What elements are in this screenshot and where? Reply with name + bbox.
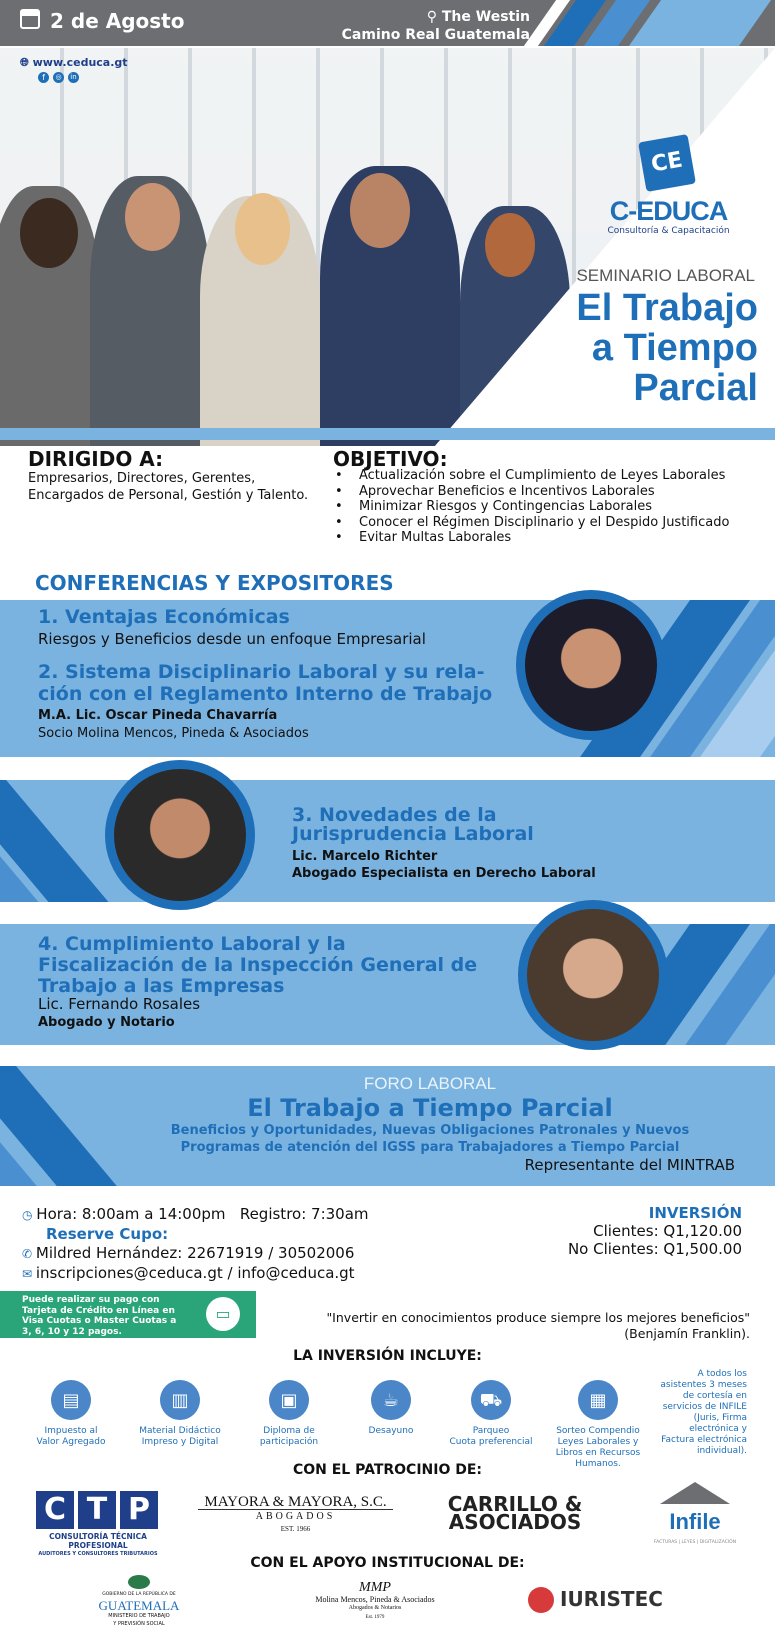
- ctp-letter-t: T: [78, 1491, 116, 1529]
- facebook-icon[interactable]: f: [38, 72, 49, 83]
- conferencias-heading: CONFERENCIAS Y EXPOSITORES: [35, 571, 394, 595]
- reserve-label: Reserve Cupo:: [46, 1225, 169, 1243]
- coffee-icon: ☕︎: [371, 1380, 411, 1420]
- mintrab-line3: MINISTERIO DE TRABAJO: [108, 1613, 170, 1619]
- book-stack-icon: ▦: [578, 1380, 618, 1420]
- incluye-diploma-line1: Diploma de: [263, 1426, 315, 1436]
- speaker-2-role: Abogado Especialista en Derecho Laboral: [292, 866, 596, 881]
- infile-note: [655, 1369, 747, 1457]
- speaker-3-role: Abogado y Notario: [38, 1015, 175, 1030]
- mmp-logo: [310, 1580, 440, 1622]
- incluye-material: [125, 1380, 235, 1448]
- book-icon: ▥: [160, 1380, 200, 1420]
- hero-title-line3: Parcial: [633, 367, 758, 409]
- price-no-clientes: No Clientes: Q1,500.00: [567, 1240, 742, 1258]
- apoyo-heading: CON EL APOYO INSTITUCIONAL DE:: [250, 1555, 525, 1571]
- incluye-sorteo-line3: Libros en Recursos: [555, 1448, 641, 1458]
- price-clientes: Clientes: Q1,120.00: [593, 1222, 742, 1240]
- infile-sub: FACTURAS | LEYES | DIGITALIZACIÓN: [653, 1540, 737, 1545]
- list-item: • Minimizar Riesgos y Contingencias Laborales: [333, 499, 773, 515]
- hero-title: [440, 288, 758, 408]
- brand-tagline: Consultoría & Capacitación: [607, 226, 730, 236]
- quote-text: "Invertir en conocimientos produce siempre los mejores beneficios": [326, 1310, 750, 1325]
- conference-1-sub: Riesgos y Beneficios desde un enfoque Empresarial: [38, 630, 426, 648]
- conference-4-title-line2: Fiscalización de la Inspección General de: [38, 954, 478, 976]
- infile-note-line3: de cortesía en: [682, 1391, 747, 1401]
- incluye-diploma: [234, 1380, 344, 1448]
- website-link[interactable]: 🌐︎ www.ceduca.gt: [20, 56, 128, 69]
- car-icon: ⛟: [471, 1380, 511, 1420]
- dirigido-line2: Encargados de Personal, Gestión y Talento.: [28, 488, 309, 503]
- speaker-1-photo: [516, 590, 666, 740]
- mmp-line2: Abogados & Notarios: [348, 1605, 402, 1611]
- globe-icon: 🌐︎: [20, 56, 33, 69]
- location-pin-icon: ⚲: [426, 9, 442, 25]
- infile-note-line1: A todos los: [697, 1369, 747, 1379]
- conference-3-title-line1: 3. Novedades de la: [292, 804, 497, 826]
- foro-sub: [130, 1122, 730, 1156]
- speaker-2-name: Lic. Marcelo Richter: [292, 849, 438, 864]
- quote-author: (Benjamín Franklin).: [624, 1326, 750, 1341]
- speaker-1-role: Socio Molina Mencos, Pineda & Asociados: [38, 726, 309, 741]
- clock-icon: ◷: [22, 1208, 37, 1222]
- infile-logo-icon: [660, 1482, 730, 1512]
- foro-title: El Trabajo a Tiempo Parcial: [247, 1094, 613, 1122]
- ctp-line2: AUDITORES Y CONSULTORES TRIBUTARIOS: [38, 1551, 158, 1557]
- inversion-heading: INVERSIÓN: [648, 1204, 742, 1222]
- objetivo-list: [333, 468, 773, 546]
- incluye-material-line1: Material Didáctico: [139, 1426, 221, 1436]
- conference-3-title-line2: Jurisprudencia Laboral: [292, 823, 534, 845]
- incluye-diploma-line2: participación: [259, 1437, 319, 1447]
- foro-sub-line2: Programas de atención del IGSS para Trabajadores a Tiempo Parcial: [180, 1140, 680, 1155]
- conference-2-title-line2: ción con el Reglamento Interno de Trabajo: [38, 683, 493, 705]
- carrillo-logo: [435, 1492, 595, 1534]
- iuristec-logo: IURISTEC: [560, 1587, 663, 1611]
- incluye-sorteo-line2: Leyes Laborales y: [557, 1437, 639, 1447]
- ctp-letter-c: C: [36, 1491, 74, 1529]
- mayora-line1: MAYORA & MAYORA, S.C.: [198, 1496, 393, 1510]
- incluye-iva-line2: Valor Agregado: [36, 1437, 106, 1447]
- conference-4-title-line1: 4. Cumplimiento Laboral y la: [38, 933, 346, 955]
- speaker-1-name: M.A. Lic. Oscar Pineda Chavarría: [38, 708, 278, 723]
- payment-line2: Tarjeta de Crédito en Línea en: [22, 1305, 175, 1316]
- hero-title-line1: El Trabajo: [576, 287, 758, 329]
- calendar-icon: [20, 9, 40, 29]
- list-item: • Aprovechar Beneficios e Incentivos Laborales: [333, 484, 773, 500]
- infile-note-line5: (Juris, Firma: [693, 1413, 747, 1423]
- diploma-icon: ▣: [269, 1380, 309, 1420]
- infile-note-line6: electrónica y: [689, 1424, 747, 1434]
- list-item: • Conocer el Régimen Disciplinario y el Despido Justificado: [333, 515, 773, 531]
- hora: Hora: 8:00am a 14:00pm: [36, 1205, 226, 1223]
- incluye-sorteo-line1: Sorteo Compendio: [556, 1426, 640, 1436]
- payment-line3: Visa Cuotas o Master Cuotas a: [22, 1316, 177, 1326]
- payment-line4: 3, 6, 10 y 12 pagos.: [22, 1326, 122, 1337]
- coat-of-arms-icon: [128, 1575, 150, 1589]
- iuristec-logo-icon: [528, 1587, 554, 1613]
- speaker-2-photo: [105, 760, 255, 910]
- incluye-desayuno: [336, 1380, 446, 1437]
- brand-name: C-EDUCA: [609, 196, 728, 226]
- conference-2-title: [38, 661, 492, 705]
- mintrab-line1: GOBIERNO DE LA REPÚBLICA DE: [102, 1592, 176, 1597]
- infile-logo: Infile: [669, 1509, 721, 1534]
- inversion: [520, 1204, 742, 1258]
- foro-presenter: Representante del MINTRAB: [524, 1156, 735, 1174]
- list-item: • Actualización sobre el Cumplimiento de Leyes Laborales: [333, 468, 773, 484]
- incluye-sorteo: [543, 1380, 653, 1470]
- mayora-logo: [198, 1496, 393, 1536]
- venue-line1: The Westin: [441, 9, 530, 25]
- mmp-line1: Molina Mencos, Pineda & Asociados: [315, 1595, 435, 1604]
- patrocinio-heading: CON EL PATROCINIO DE:: [292, 1462, 483, 1478]
- incluye-iva: [16, 1380, 126, 1448]
- infile-note-line2: asistentes 3 meses: [660, 1380, 747, 1390]
- list-item: • Evitar Multas Laborales: [333, 530, 773, 546]
- mmp-line3: Est. 1979: [365, 1615, 385, 1620]
- conference-3-title: [292, 806, 534, 844]
- infile-note-line4: servicios de INFILE: [662, 1402, 747, 1412]
- speaker-3-name: Lic. Fernando Rosales: [38, 995, 201, 1013]
- incluye-material-line2: Impreso y Digital: [141, 1437, 219, 1447]
- registro: Registro: 7:30am: [239, 1205, 369, 1223]
- incluye-parqueo: [436, 1380, 546, 1448]
- conference-4-title: [38, 934, 477, 997]
- credit-card-icon: ▭: [206, 1297, 240, 1331]
- ceduca-logo-icon: CE: [638, 134, 696, 192]
- document-icon: ▤: [51, 1380, 91, 1420]
- social-links: [38, 72, 79, 83]
- conference-2-title-line1: 2. Sistema Disciplinario Laboral y su rela-: [38, 661, 485, 683]
- incluye-parqueo-line2: Cuota preferencial: [449, 1437, 533, 1447]
- hero-kicker: SEMINARIO LABORAL: [576, 266, 755, 285]
- dirigido-line1: Empresarios, Directores, Gerentes,: [28, 471, 256, 486]
- infile-note-line8: individual).: [696, 1446, 747, 1456]
- carrillo-line1: CARRILLO &: [447, 1492, 583, 1516]
- incluye-desayuno-line1: Desayuno: [368, 1426, 414, 1436]
- objetivo-heading: OBJETIVO:: [333, 447, 448, 471]
- mintrab-line2: GUATEMALA: [98, 1598, 180, 1613]
- mayora-line2: ABOGADOS: [255, 1511, 336, 1522]
- conference-4-title-line3: Trabajo a las Empresas: [38, 975, 285, 997]
- incluye-heading: LA INVERSIÓN INCLUYE:: [293, 1348, 482, 1364]
- phone-icon: ✆: [22, 1247, 36, 1261]
- phone-link[interactable]: Mildred Hernández: 22671919 / 30502006: [35, 1244, 355, 1262]
- email-link[interactable]: inscripciones@ceduca.gt / info@ceduca.gt: [35, 1264, 355, 1282]
- venue-line2: Camino Real Guatemala: [341, 27, 530, 43]
- incluye-parqueo-line1: Parqueo: [472, 1426, 510, 1436]
- mintrab-line4: Y PREVISIÓN SOCIAL: [113, 1621, 165, 1627]
- incluye-iva-line1: Impuesto al: [44, 1426, 98, 1436]
- payment-line1: Puede realizar su pago con: [22, 1295, 160, 1305]
- hero-title-line2: a Tiempo: [591, 327, 758, 369]
- linkedin-icon[interactable]: in: [68, 72, 79, 83]
- instagram-icon[interactable]: ◎: [53, 72, 64, 83]
- ctp-letter-p: P: [120, 1491, 158, 1529]
- email-icon: ✉: [22, 1267, 36, 1281]
- dirigido-heading: DIRIGIDO A:: [28, 447, 164, 471]
- conference-1-title: 1. Ventajas Económicas: [38, 606, 290, 628]
- foro-sub-line1: Beneficios y Oportunidades, Nuevas Obligaciones Patronales y Nuevos: [170, 1123, 690, 1138]
- mintrab-logo: [98, 1575, 180, 1628]
- event-info: [22, 1205, 369, 1284]
- mayora-line3: EST. 1966: [280, 1525, 311, 1533]
- incluye-sorteo-line4: Humanos.: [575, 1459, 621, 1469]
- foro-kicker: FORO LABORAL: [363, 1074, 497, 1093]
- dirigido-text: [28, 470, 308, 504]
- ctp-line1: CONSULTORÍA TÉCNICA PROFESIONAL: [49, 1532, 147, 1550]
- carrillo-line2: ASOCIADOS: [448, 1510, 582, 1534]
- ctp-logo: [36, 1491, 158, 1529]
- venue: [330, 8, 530, 44]
- event-date: 2 de Agosto: [50, 9, 185, 33]
- payment-banner: [0, 1291, 256, 1338]
- infile-note-line7: Factura electrónica: [661, 1435, 747, 1445]
- mmp-monogram: MMP: [359, 1580, 391, 1595]
- quote: [300, 1310, 750, 1342]
- divider: [0, 428, 775, 440]
- speaker-3-photo: [518, 900, 668, 1050]
